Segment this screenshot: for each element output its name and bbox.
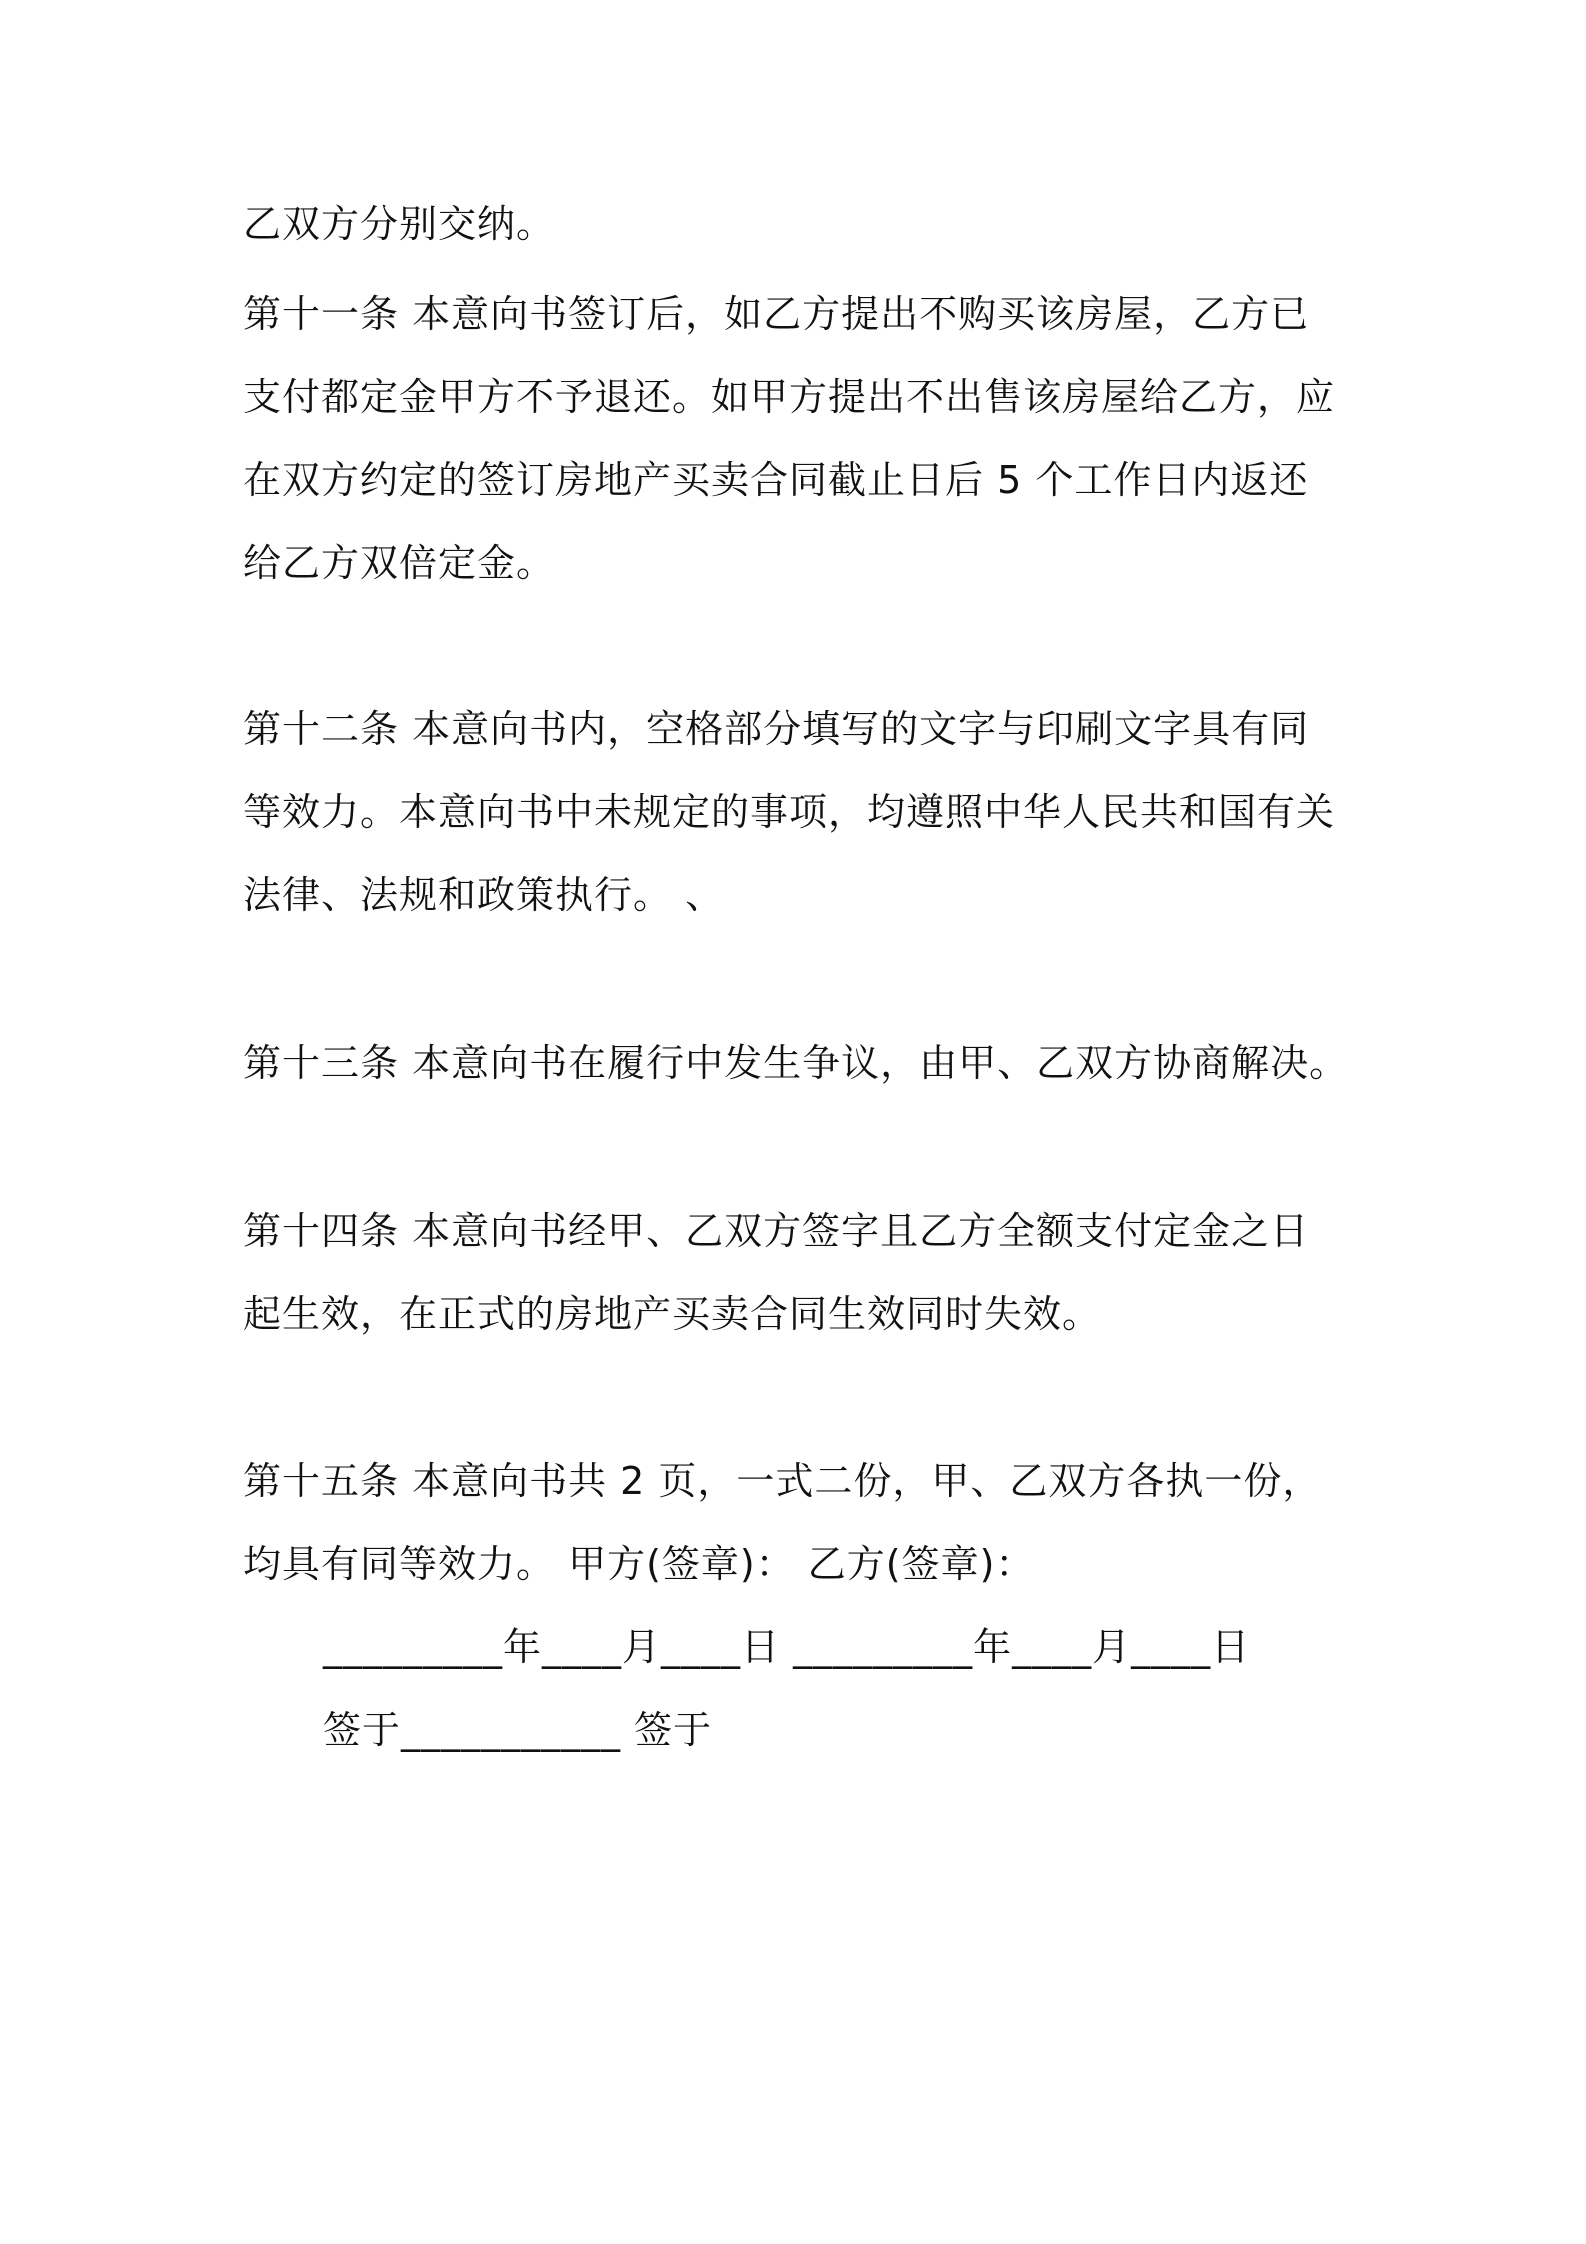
- article-11-line-4: 给乙方双倍定金。: [243, 541, 556, 585]
- article-10-tail: 乙双方分别交纳。: [243, 202, 556, 246]
- article-14-line-2: 起生效，在正式的房地产买卖合同生效同时失效。: [243, 1292, 1102, 1336]
- signature-date-line: _________年____月____日 _________年____月____日: [323, 1625, 1251, 1669]
- article-11-line-2: 支付都定金甲方不予退还。如甲方提出不出售该房屋给乙方，应: [243, 375, 1336, 419]
- article-14-line-1: 第十四条 本意向书经甲、乙双方签字且乙方全额支付定金之日: [243, 1209, 1310, 1253]
- article-12-line-3: 法律、法规和政策执行。 、: [243, 873, 725, 917]
- article-15-line-1: 第十五条 本意向书共 2 页，一式二份，甲、乙双方各执一份，: [243, 1459, 1322, 1503]
- article-12-line-2: 等效力。本意向书中未规定的事项，均遵照中华人民共和国有关: [243, 790, 1336, 834]
- article-13-line-1: 第十三条 本意向书在履行中发生争议，由甲、乙双方协商解决。: [243, 1041, 1349, 1085]
- article-11-line-1: 第十一条 本意向书签订后，如乙方提出不购买该房屋，乙方已: [243, 292, 1310, 336]
- signature-place-line: 签于___________ 签于: [323, 1708, 713, 1752]
- article-12-line-1: 第十二条 本意向书内，空格部分填写的文字与印刷文字具有同: [243, 707, 1310, 751]
- article-15-line-2: 均具有同等效力。 甲方(签章)： 乙方(签章)：: [243, 1542, 1035, 1586]
- article-11-line-3: 在双方约定的签订房地产买卖合同截止日后 5 个工作日内返还: [243, 458, 1309, 502]
